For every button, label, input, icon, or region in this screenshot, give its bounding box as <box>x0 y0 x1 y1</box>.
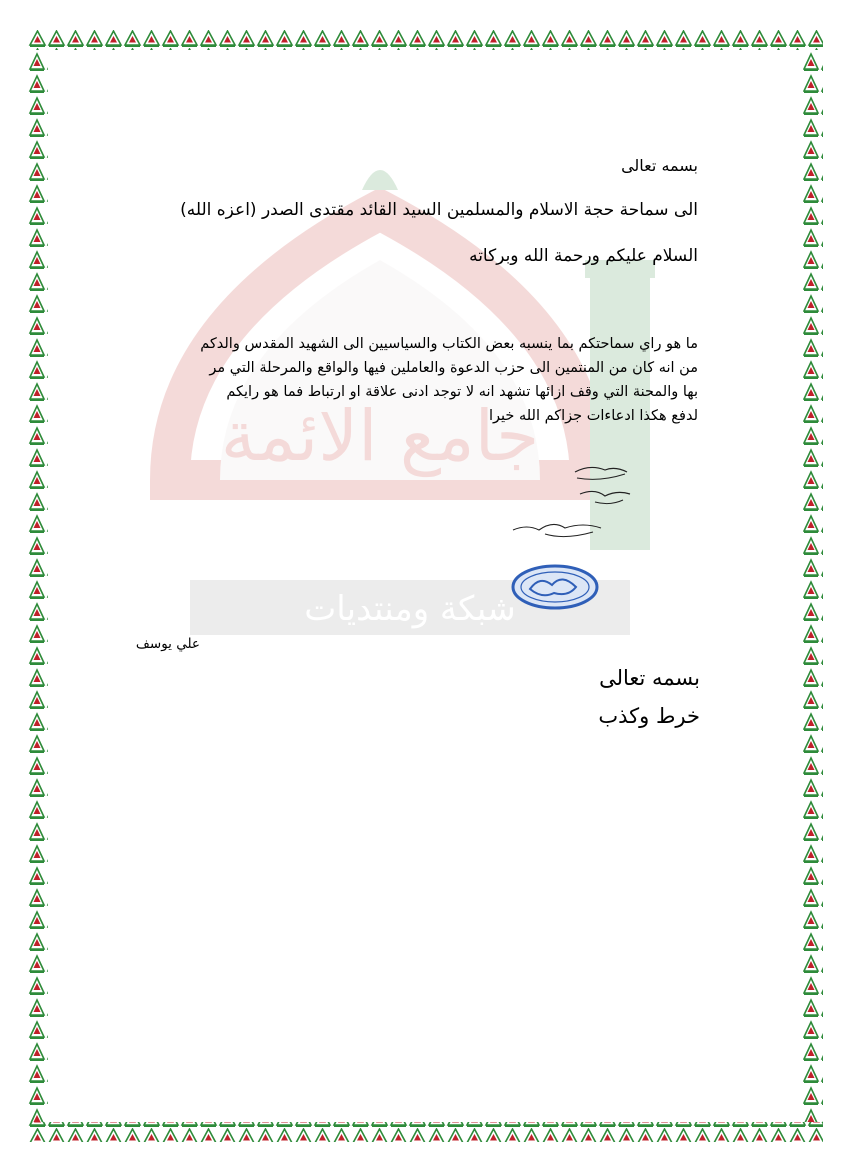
body-line: لدفع هكذا ادعاءات جزاكم الله خيرا <box>488 408 698 424</box>
letter-recipient: الى سماحة حجة الاسلام والمسلمين السيد القائد مقتدى الصدر (اعزه الله) <box>180 200 698 220</box>
watermark-title: جامع الائمة <box>220 395 540 477</box>
letter-bismillah: بسمه تعالى <box>621 156 698 175</box>
reply-bismillah: بسمه تعالى <box>599 666 700 690</box>
body-line: بها والمحنة التي وقف ازائها تشهد انه لا توجد ادنى علاقة او ارتباط فما هو رايكم <box>226 384 698 400</box>
handwritten-reply <box>505 458 635 548</box>
official-seal <box>510 563 600 611</box>
body-line: ما هو راي سماحتكم بما ينسبه بعض الكتاب والسياسيين الى الشهيد المقدس والدكم <box>200 336 698 352</box>
letter-body <box>113 332 698 428</box>
body-line: من انه كان من المنتمين الى حزب الدعوة والعاملين فيها والواقع والمرحلة التي مر <box>209 360 698 376</box>
reply-text: خرط وكذب <box>598 704 700 728</box>
letter-greeting: السلام عليكم ورحمة الله وبركاته <box>469 246 698 266</box>
signer-name: علي يوسف <box>135 636 200 652</box>
watermark-subtitle: شبكة ومنتديات <box>304 589 516 629</box>
